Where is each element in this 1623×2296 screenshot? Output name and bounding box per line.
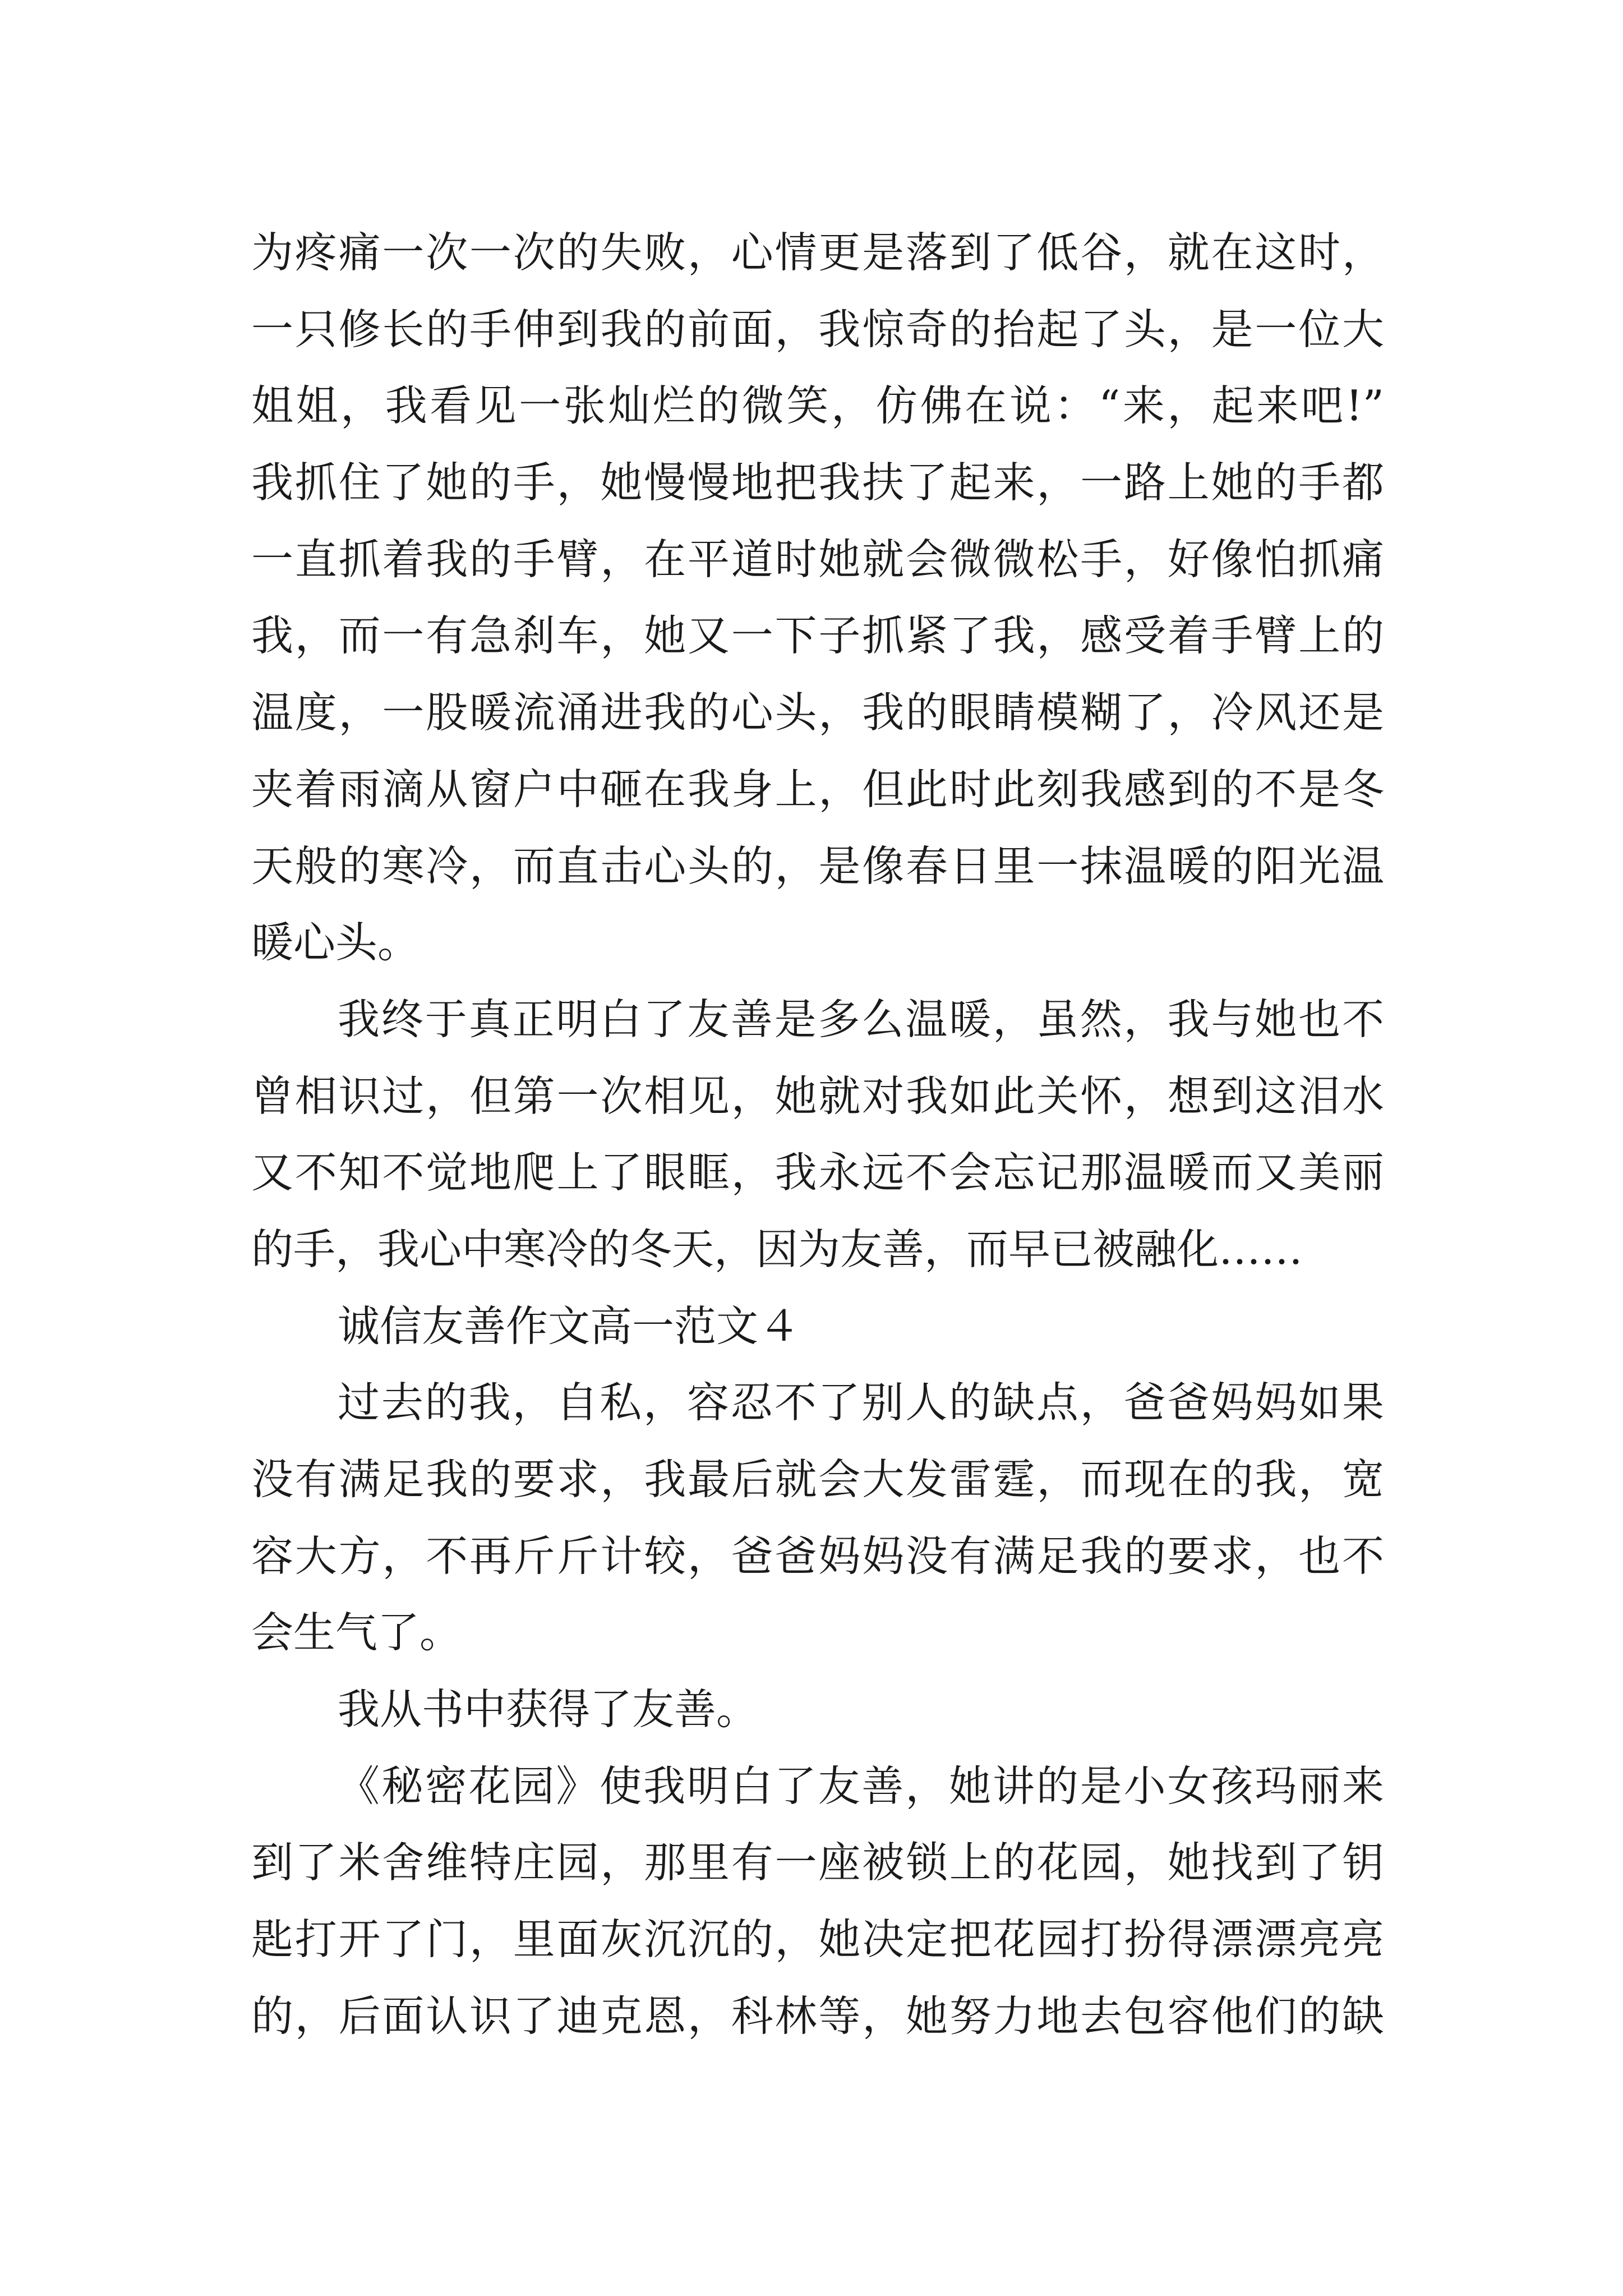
text-line: 一只修长的手伸到我的前面，我惊奇的抬起了头，是一位大 <box>251 304 1384 354</box>
text-line: 天般的寒冷，而直击心头的，是像春日里一抹温暖的阳光温 <box>251 841 1384 891</box>
text-line: 又不知不觉地爬上了眼眶，我永远不会忘记那温暖而又美丽 <box>251 1148 1384 1198</box>
paragraph-first-line: 我终于真正明白了友善是多么温暖，虽然，我与她也不 <box>338 994 1384 1044</box>
text-line: 匙打开了门，里面灰沉沉的，她决定把花园打扮得漂漂亮亮 <box>251 1915 1384 1964</box>
text-line: 的手，我心中寒冷的冬天，因为友善，而早已被融化…… <box>251 1224 1303 1274</box>
text-line: 夹着雨滴从窗户中砸在我身上，但此时此刻我感到的不是冬 <box>251 764 1384 814</box>
text-line: 容大方，不再斤斤计较，爸爸妈妈没有满足我的要求，也不 <box>251 1531 1384 1581</box>
text-line: 的，后面认识了迪克恩，科林等，她努力地去包容他们的缺 <box>251 1991 1384 2041</box>
text-line: 暖心头。 <box>251 918 420 968</box>
paragraph-first-line: 过去的我，自私，容忍不了别人的缺点，爸爸妈妈如果 <box>338 1378 1384 1428</box>
text-line: 我，而一有急刹车，她又一下子抓紧了我，感受着手臂上的 <box>251 611 1384 661</box>
text-line: 到了米舍维特庄园，那里有一座被锁上的花园，她找到了钥 <box>251 1838 1384 1888</box>
text-line: 没有满足我的要求，我最后就会大发雷霆，而现在的我，宽 <box>251 1455 1384 1504</box>
paragraph-first-line: 《秘密花园》使我明白了友善，她讲的是小女孩玛丽来 <box>338 1761 1384 1811</box>
body-text <box>251 214 1384 2055</box>
text-line: 姐姐，我看见一张灿烂的微笑，仿佛在说：“来，起来吧!” <box>251 381 1384 431</box>
text-line: 温度，一股暖流涌进我的心头，我的眼睛模糊了，冷风还是 <box>251 688 1384 738</box>
section-heading: 诚信友善作文高一范文４ <box>338 1301 801 1351</box>
text-line: 我抓住了她的手，她慢慢地把我扶了起来，一路上她的手都 <box>251 458 1384 508</box>
paragraph-first-line: 我从书中获得了友善。 <box>338 1685 759 1734</box>
text-line: 为疼痛一次一次的失败，心情更是落到了低谷，就在这时， <box>251 228 1384 277</box>
text-line: 一直抓着我的手臂，在平道时她就会微微松手，好像怕抓痛 <box>251 534 1384 584</box>
text-line: 会生气了。 <box>251 1608 462 1658</box>
text-line: 曾相识过，但第一次相见，她就对我如此关怀，想到这泪水 <box>251 1071 1384 1121</box>
